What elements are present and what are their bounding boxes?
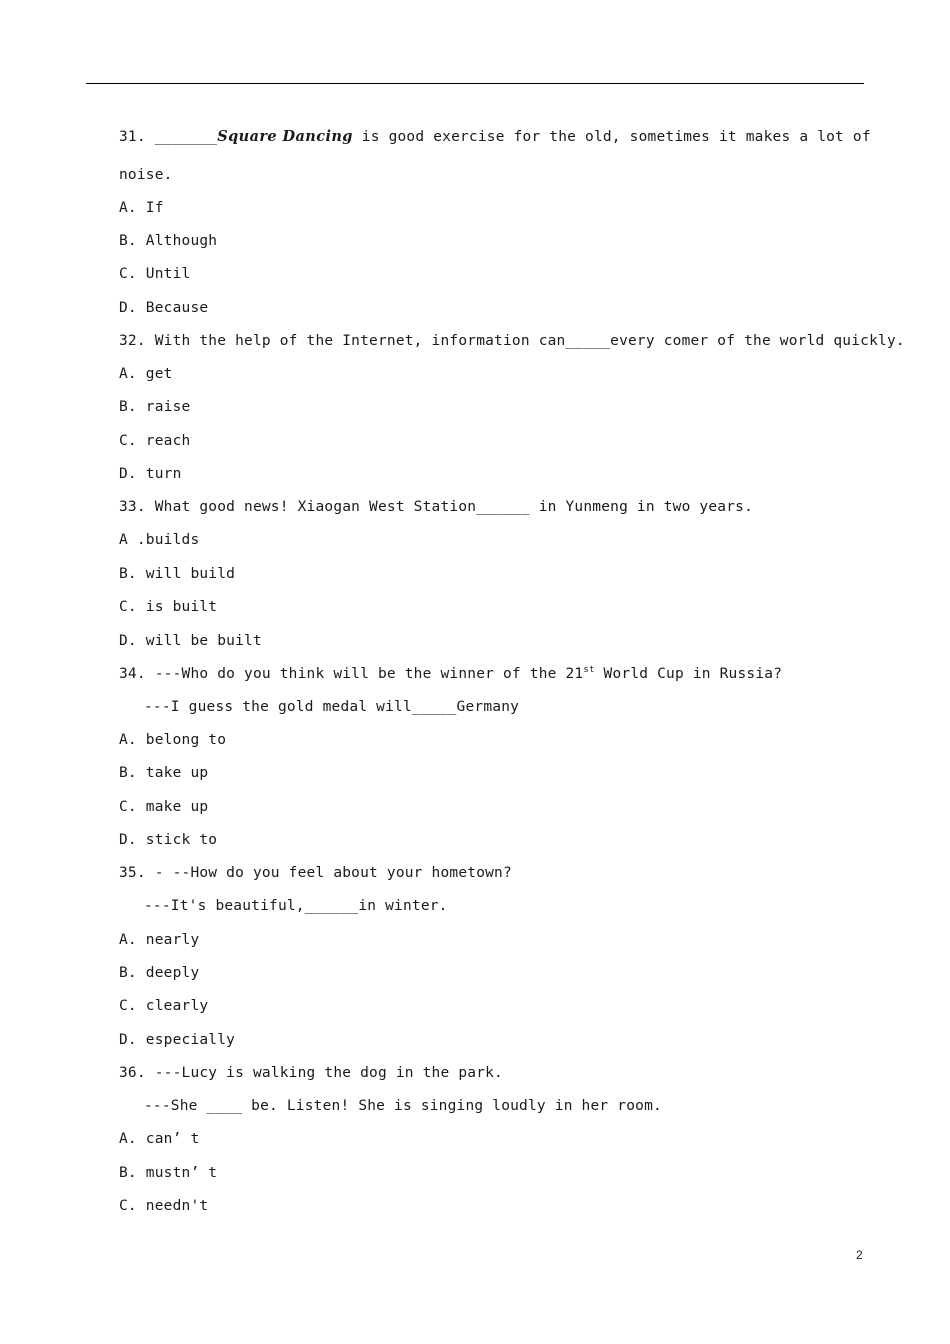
q33-option-c: C. is built	[119, 599, 218, 615]
question-36-stem: 36. ---Lucy is walking the dog in the park.	[119, 1065, 503, 1081]
q32-option-c: C. reach	[119, 433, 191, 449]
q31-option-d: D. Because	[119, 300, 209, 316]
q31-option-c: C. Until	[119, 266, 191, 282]
q35-option-a: A. nearly	[119, 932, 200, 948]
q33-option-d: D. will be built	[119, 633, 262, 649]
q34-option-b: B. take up	[119, 765, 209, 781]
q35-option-c: C. clearly	[119, 998, 209, 1014]
q35-option-b: B. deeply	[119, 965, 200, 981]
q34-option-c: C. make up	[119, 799, 209, 815]
question-31-continuation: noise.	[119, 167, 173, 183]
q32-option-d: D. turn	[119, 466, 182, 482]
question-33-stem: 33. What good news! Xiaogan West Station______ in Yunmeng in two years.	[119, 499, 754, 515]
q35-option-d: D. especially	[119, 1032, 236, 1048]
question-35-stem: 35. - --How do you feel about your hometown?	[119, 865, 512, 881]
q32-option-a: A. get	[119, 366, 173, 382]
q31-option-b: B. Although	[119, 233, 218, 249]
q36-option-b: B. mustn’ t	[119, 1165, 218, 1181]
square-dancing-emphasis: Square Dancing	[217, 128, 353, 145]
page-number: 2	[856, 1248, 863, 1262]
q36-option-c: C. needn't	[119, 1198, 209, 1214]
header-rule	[86, 83, 864, 84]
q33-option-a: A .builds	[119, 532, 200, 548]
question-34-reply: ---I guess the gold medal will_____Germany	[144, 699, 520, 715]
q34-option-d: D. stick to	[119, 832, 218, 848]
question-36-reply: ---She ____ be. Listen! She is singing loudly in her room.	[144, 1098, 662, 1114]
q31-option-a: A. If	[119, 200, 164, 216]
q36-option-a: A. can’ t	[119, 1131, 200, 1147]
q34-option-a: A. belong to	[119, 732, 227, 748]
question-31-stem: 31. _______Square Dancing is good exercise for the old, sometimes it makes a lot of	[119, 128, 871, 145]
q32-option-b: B. raise	[119, 399, 191, 415]
question-32-stem: 32. With the help of the Internet, information can_____every comer of the world quickly.	[119, 333, 905, 349]
question-34-stem: 34. ---Who do you think will be the winner of the 21st World Cup in Russia?	[119, 665, 783, 682]
q33-option-b: B. will build	[119, 566, 236, 582]
question-35-reply: ---It's beautiful,______in winter.	[144, 898, 448, 914]
